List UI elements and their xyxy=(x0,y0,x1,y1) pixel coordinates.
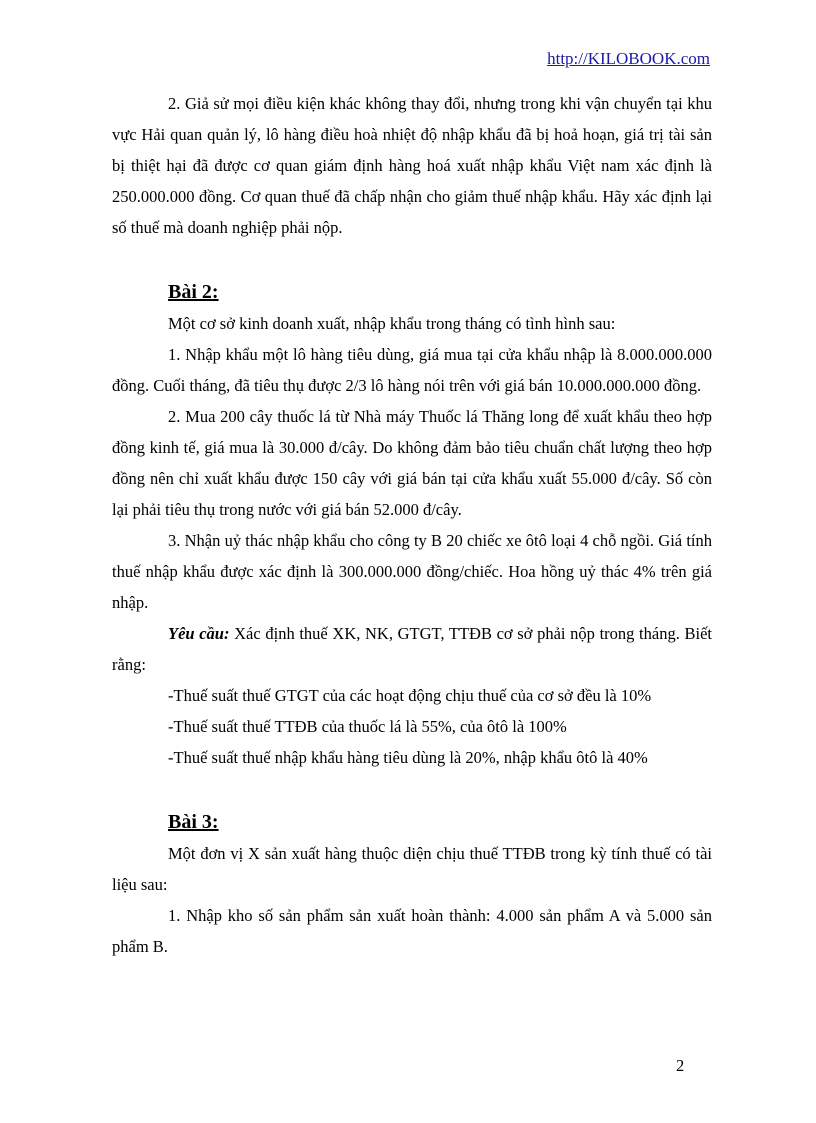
bai2-heading-text: Bài 2 xyxy=(168,281,212,303)
header-link[interactable]: http://KILOBOOK.com xyxy=(547,49,710,68)
bai2-item-1: 1. Nhập khẩu một lô hàng tiêu dùng, giá mua tại cửa khẩu nhập là 8.000.000.000 đồng. Cuối tháng, đã tiêu thụ được 2/3 lô hàng nói trên với giá bán 10.000.000.000 đồng. xyxy=(112,345,712,395)
intro-paragraph: 2. Giả sử mọi điều kiện khác không thay đổi, nhưng trong khi vận chuyển tại khu vực Hải quan quản lý, lô hàng điều hoà nhiệt độ nhập khẩu đã bị hoả hoạn, giá trị tài sản bị thiệt hại đã được cơ quan giám định hàng hoá xuất nhập khẩu Việt nam xác định là 250.000.000 đồng. Cơ quan thuế đã chấp nhận cho giảm thuế nhập khẩu. Hãy xác định lại số thuế mà doanh nghiệp phải nộp. xyxy=(112,94,712,237)
page-number: 2 xyxy=(676,1056,685,1075)
requirement-text: Xác định thuế XK, NK, GTGT, TTĐB cơ sở phải nộp trong tháng. Biết rằng: xyxy=(112,624,712,674)
bai3-intro: Một đơn vị X sản xuất hàng thuộc diện chịu thuế TTĐB trong kỳ tính thuế có tài liệu sau: xyxy=(112,844,712,894)
bai2-note-2: -Thuế suất thuế TTĐB của thuốc lá là 55%, của ôtô là 100% xyxy=(168,717,567,736)
bai2-note-1: -Thuế suất thuế GTGT của các hoạt động chịu thuế của cơ sở đều là 10% xyxy=(168,686,652,705)
bai2-item-2: 2. Mua 200 cây thuốc lá từ Nhà máy Thuốc lá Thăng long để xuất khẩu theo hợp đồng kinh tế, giá mua là 30.000 đ/cây. Do không đảm bảo tiêu chuẩn chất lượng theo hợp đồng nên chỉ xuất khẩu được 150 cây với giá bán tại cửa khẩu xuất 55.000 đ/cây. Số còn lại phải tiêu thụ trong nước với giá bán 52.000 đ/cây. xyxy=(112,407,712,519)
bai2-intro: Một cơ sở kinh doanh xuất, nhập khẩu trong tháng có tình hình sau: xyxy=(168,314,616,333)
bai2-item-3: 3. Nhận uỷ thác nhập khẩu cho công ty B 20 chiếc xe ôtô loại 4 chỗ ngồi. Giá tính thuế nhập khẩu được xác định là 300.000.000 đồng/chiếc. Hoa hồng uỷ thác 4% trên giá nhập. xyxy=(112,531,712,612)
bai2-heading xyxy=(168,277,712,308)
bai3-heading: Bài 3: xyxy=(168,811,219,833)
bai2-requirement xyxy=(112,618,712,680)
bai2-heading-colon: : xyxy=(211,281,219,303)
requirement-label: Yêu cầu: xyxy=(168,624,230,643)
bai2-note-3: -Thuế suất thuế nhập khẩu hàng tiêu dùng là 20%, nhập khẩu ôtô là 40% xyxy=(168,748,648,767)
document-body xyxy=(112,88,712,962)
bai3-item-1: 1. Nhập kho số sản phẩm sản xuất hoàn thành: 4.000 sản phẩm A và 5.000 sản phẩm B. xyxy=(112,906,712,956)
